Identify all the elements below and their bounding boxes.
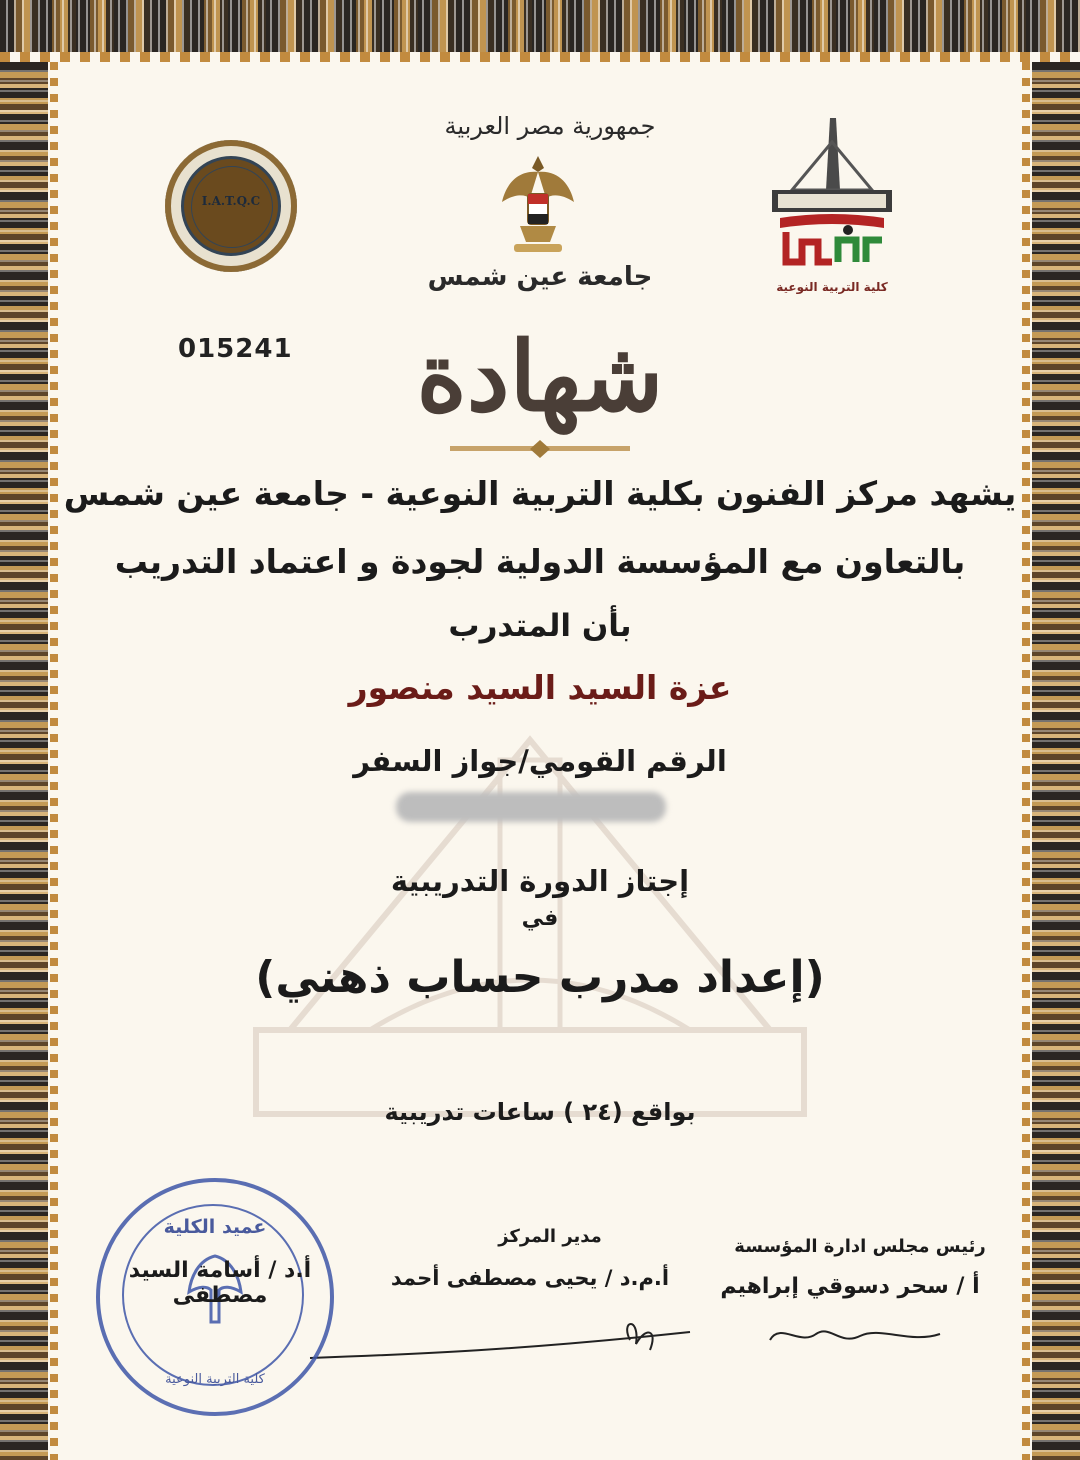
course-title: (إعداد مدرب حساب ذهني): [255, 952, 825, 1003]
republic-heading: جمهورية مصر العربية: [444, 112, 656, 140]
title-ornament-icon: [450, 438, 630, 460]
stamp-title: عميد الكلية: [163, 1216, 267, 1238]
in-word: في: [521, 906, 559, 931]
trainee-name: عزة السيد السيد منصور: [348, 668, 732, 707]
top-ornamental-border: [0, 0, 1080, 62]
iatqc-seal: [165, 140, 297, 272]
serial-number: 015241: [178, 334, 293, 364]
certification-line-1: يشهد مركز الفنون بكلية التربية النوعية - جامعة عين شمس: [63, 474, 1017, 513]
chair-name: أ / سحر دسوقي إبراهيم: [720, 1274, 980, 1299]
dean-name: أ.د / أسامة السيد مصطفى: [128, 1258, 312, 1308]
ain-shams-logo-icon: [762, 112, 902, 277]
id-value-redacted: [390, 788, 690, 832]
eagle-emblem-icon: [498, 150, 578, 255]
id-label: الرقم القومي/جواز السفر: [353, 744, 727, 778]
trainee-intro: بأن المتدرب: [448, 608, 632, 644]
passed-course-text: إجتاز الدورة التدريبية: [390, 864, 690, 898]
faculty-logo: [762, 112, 902, 302]
director-signature: [300, 1310, 700, 1370]
seal-code: I.A.T.Q.C: [201, 194, 261, 208]
redaction-blur: [396, 792, 666, 822]
certification-line-2: بالتعاون مع المؤسسة الدولية لجودة و اعتماد التدريب: [114, 542, 966, 581]
faculty-caption: كلية التربية النوعية: [776, 280, 888, 294]
director-name: أ.م.د / يحيى مصطفى أحمد: [390, 1266, 670, 1290]
certificate-title: شهادة: [416, 320, 664, 433]
chair-signature: [760, 1316, 950, 1356]
training-hours: بواقع (٢٤ ) ساعات تدريبية: [384, 1098, 696, 1126]
university-name: جامعة عين شمس: [427, 262, 653, 292]
director-title: مدير المركز: [498, 1226, 602, 1247]
chair-title: رئيس مجلس ادارة المؤسسة: [734, 1236, 986, 1257]
stamp-subtitle: كلية التربية النوعية: [165, 1372, 265, 1387]
